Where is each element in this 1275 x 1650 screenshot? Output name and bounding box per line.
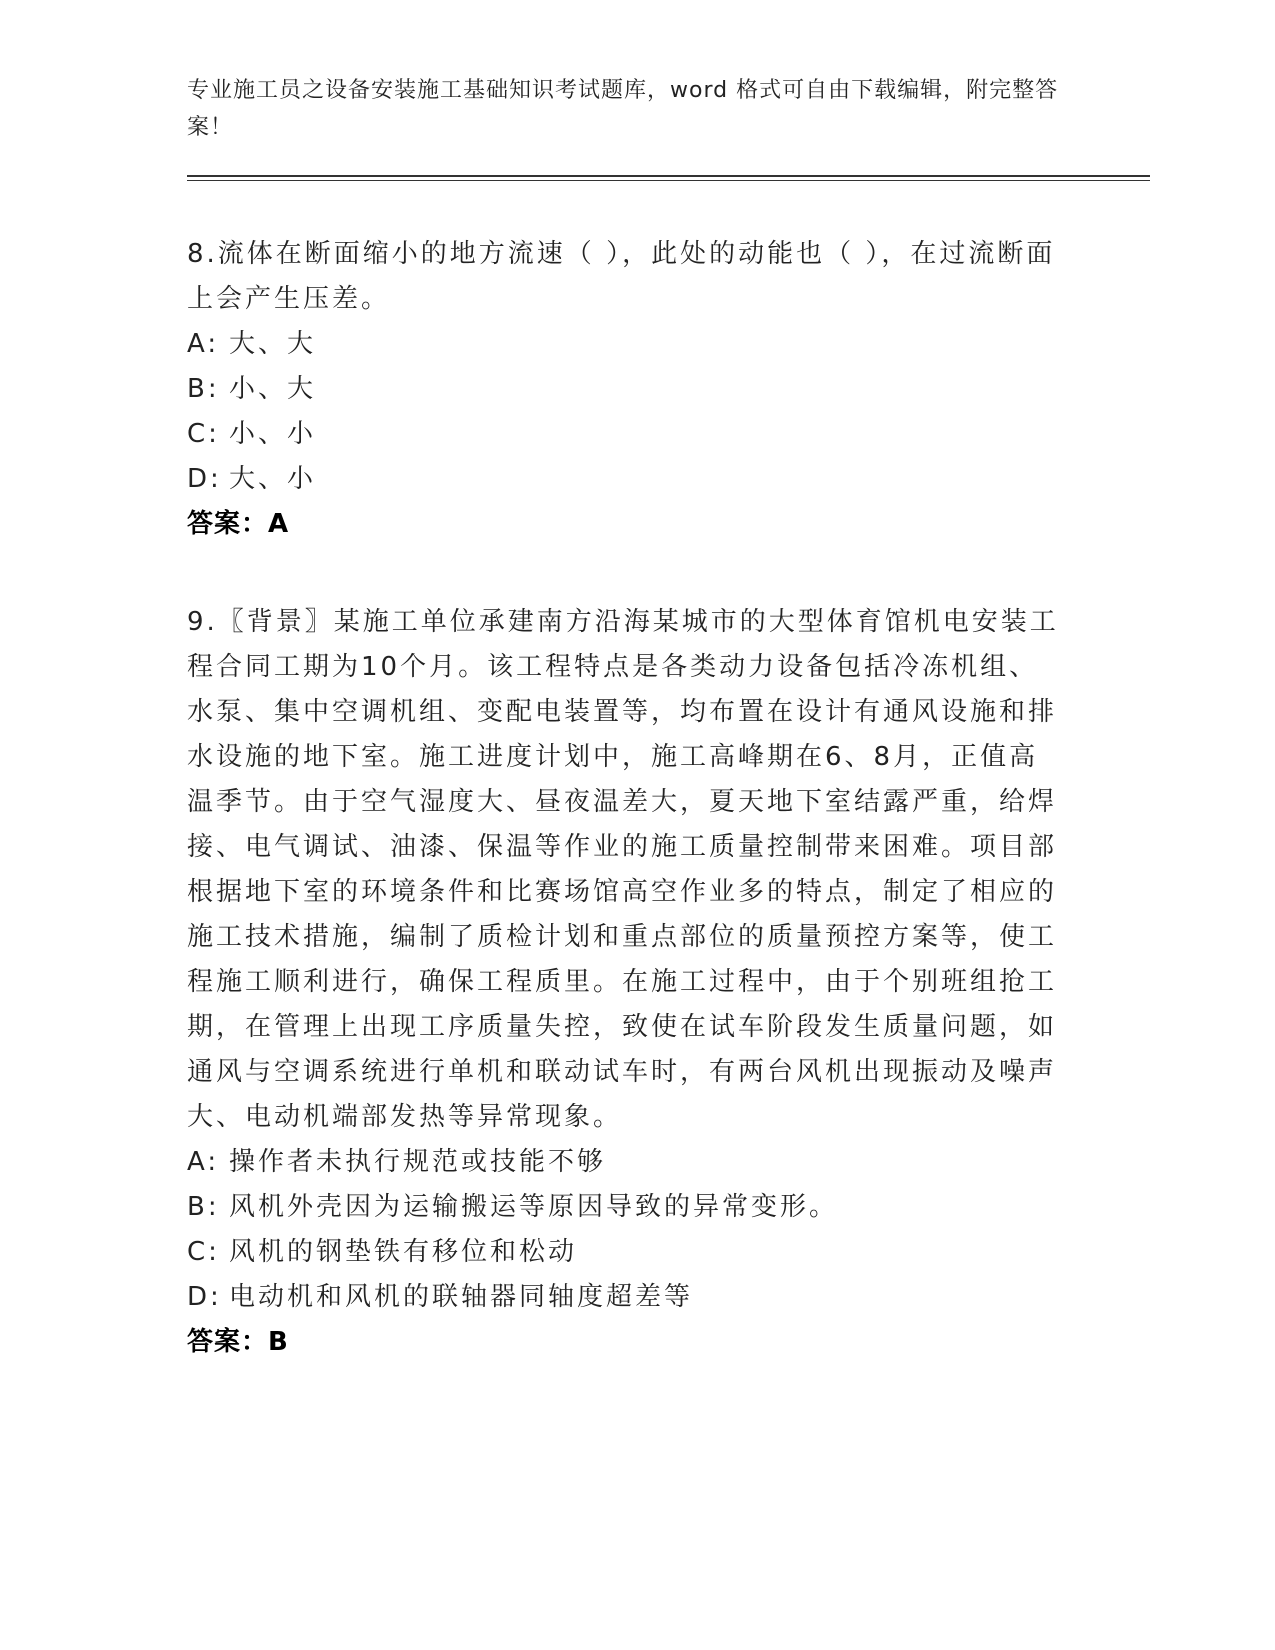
option-letter: A: (187, 329, 220, 359)
question-stem: 9.〖背景〗某施工单位承建南方沿海某城市的大型体育馆机电安装工程合同工期为10个月。该工程特点是各类动力设备包括冷冻机组、水泵、集中空调机组、变配电装置等，均布置在设计有通风设施和排水设施的地下室。施工进度计划中，施工高峰期在6、8月，正值高温季节。由于空气湿度大、昼夜温差大，夏天地下室结露严重，给焊接、电气调试、油漆、保温等作业的施工质量控制带来困难。项目部根据地下室的环境条件和比赛场馆高空作业多的特点，制定了相应的施工技术措施，编制了质检计划和重点部位的质量预控方案等，使工程施工顺利进行，确保工程质里。在施工过程中，由于个别班组抢工期，在管理上出现工序质量失控，致使在试车阶段发生质量问题，如通风与空调系统进行单机和联动试车时，有两台风机出现振动及噪声大、电动机端部发热等异常现象。 (187, 607, 1059, 1132)
option-b (187, 1185, 1067, 1230)
question-list (187, 232, 1067, 1365)
option-text: 小、小 (229, 419, 317, 449)
option-d (187, 457, 1067, 502)
question-spacer (187, 547, 1067, 600)
question-stem: 8.流体在断面缩小的地方流速（ ），此处的动能也（ ），在过流断面上会产生压差。 (187, 239, 1056, 314)
option-b (187, 367, 1067, 412)
option-text: 风机的钢垫铁有移位和松动 (229, 1237, 578, 1267)
option-letter: B: (187, 374, 220, 404)
option-letter: D: (187, 464, 222, 494)
header-divider-thin (187, 180, 1150, 181)
option-letter: A: (187, 1147, 220, 1177)
option-text: 风机外壳因为运输搬运等原因导致的异常变形。 (229, 1192, 839, 1222)
option-text: 操作者未执行规范或技能不够 (229, 1147, 607, 1177)
option-letter: B: (187, 1192, 220, 1222)
option-a (187, 322, 1067, 367)
option-letter: C: (187, 1237, 220, 1267)
document-header: 专业施工员之设备安装施工基础知识考试题库，word 格式可自由下载编辑，附完整答案！ (187, 78, 1059, 140)
option-text: 大、大 (229, 329, 317, 359)
answer-line: 答案：A (187, 509, 290, 539)
option-letter: C: (187, 419, 220, 449)
option-c (187, 412, 1067, 457)
option-a (187, 1140, 1067, 1185)
option-text: 电动机和风机的联轴器同轴度超差等 (229, 1282, 694, 1312)
option-text: 大、小 (229, 464, 317, 494)
answer-line: 答案：B (187, 1327, 289, 1357)
header-divider-thick (187, 175, 1150, 177)
option-letter: D: (187, 1282, 222, 1312)
option-c (187, 1230, 1067, 1275)
option-text: 小、大 (229, 374, 317, 404)
question-9 (187, 600, 1067, 1365)
option-d (187, 1275, 1067, 1320)
question-8 (187, 232, 1067, 547)
